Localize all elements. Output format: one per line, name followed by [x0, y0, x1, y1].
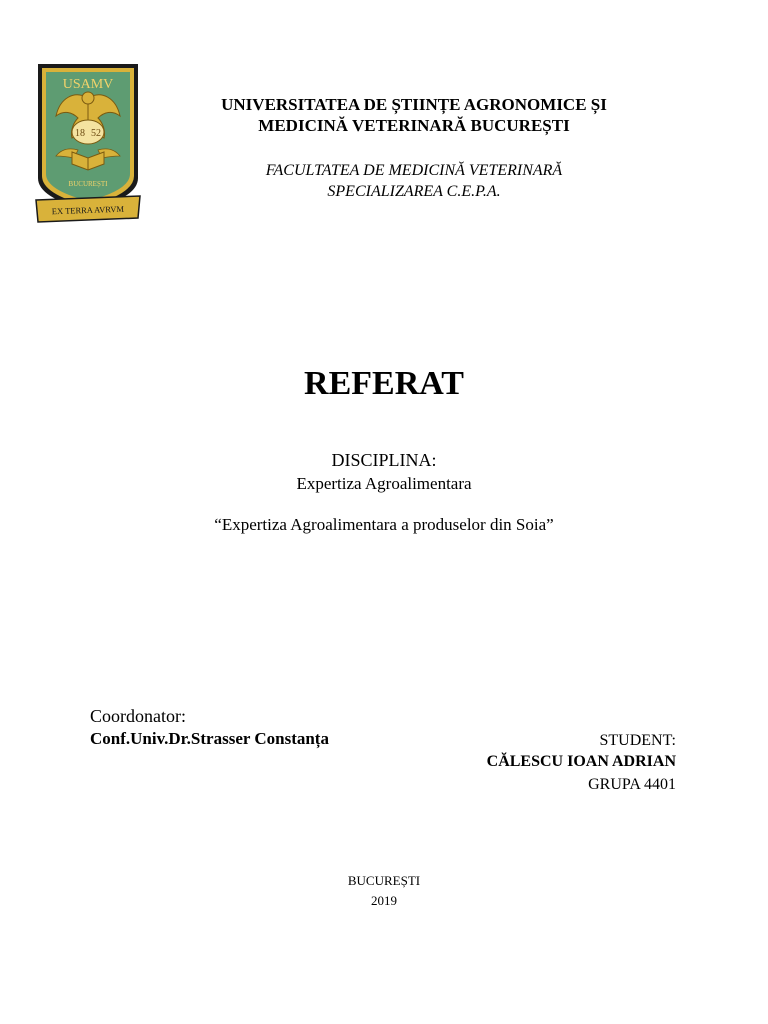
- coordinator-label: Coordonator:: [90, 706, 186, 726]
- crest-year-left: 18: [75, 128, 85, 139]
- crest-motto: EX TERRA AVRVM: [51, 203, 125, 217]
- coordinator-name: Conf.Univ.Dr.Strasser Constanța: [90, 729, 329, 748]
- university-crest-logo: [34, 60, 142, 232]
- student-name: CĂLESCU IOAN ADRIAN: [486, 753, 676, 770]
- discipline-label: DISCIPLINA:: [331, 450, 437, 470]
- crest-top-text: USAMV: [62, 77, 114, 92]
- faculty-name: FACULTATEA DE MEDICINĂ VETERINARĂ: [265, 162, 563, 179]
- faculty-block: [150, 160, 678, 202]
- footer-city: BUCUREȘTI: [347, 873, 421, 888]
- crest-year-right: 52: [91, 128, 101, 139]
- crest-bottom-text: BUCUREȘTI: [68, 180, 108, 188]
- specialization-name: SPECIALIZAREA C.E.P.A.: [327, 183, 501, 200]
- university-name: [150, 94, 678, 136]
- document-title: REFERAT: [304, 365, 464, 402]
- student-group: GRUPA 4401: [588, 776, 676, 793]
- student-label: STUDENT:: [599, 732, 676, 749]
- topic-title: “Expertiza Agroalimentara a produselor din Soia”: [214, 515, 554, 534]
- university-name-line1: UNIVERSITATEA DE ȘTIINȚE AGRONOMICE ȘI: [221, 95, 607, 114]
- footer-year: 2019: [371, 893, 397, 908]
- discipline-name: Expertiza Agroalimentara: [296, 474, 472, 493]
- university-name-line2: MEDICINĂ VETERINARĂ BUCUREȘTI: [258, 116, 570, 135]
